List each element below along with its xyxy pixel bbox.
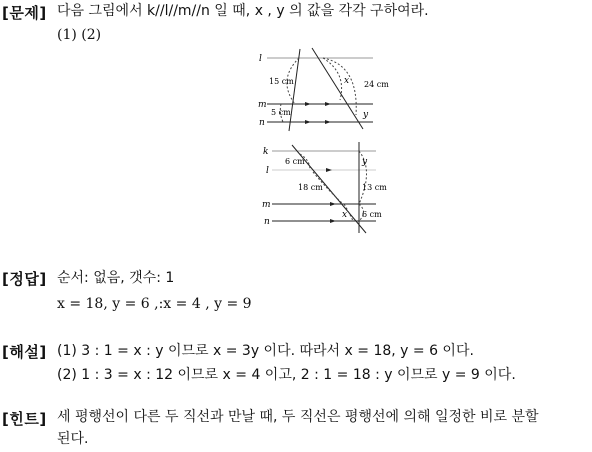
fig2-seg-top: 6 cm — [285, 157, 305, 166]
figure-2 — [258, 140, 388, 235]
problem-subparts: (1) (2) — [57, 27, 102, 43]
fig1-seg-right: 24 cm — [364, 80, 389, 89]
answer-line-1: 순서: 없음, 갯수: 1 — [57, 270, 175, 286]
fig2-label-k: k — [263, 147, 269, 157]
fig2-var-x: x — [342, 210, 348, 220]
fig1-label-l: l — [259, 54, 262, 64]
answer-tag: [정답] — [2, 270, 47, 288]
fig1-var-x: x — [344, 76, 350, 86]
explanation-line-1: (1) 3 : 1 = x : y 이므로 x = 3y 이다. 따라서 x = 18, y = 6 이다. — [57, 343, 474, 359]
fig1-seg-bottom: 5 cm — [271, 108, 291, 117]
problem-tag: [문제] — [2, 4, 47, 22]
fig1-var-y: y — [363, 110, 369, 120]
hint-tag: [힌트] — [2, 410, 47, 428]
fig2-seg-right: 13 cm — [362, 183, 387, 192]
answer-line-2: x = 18, y = 6 ,:x = 4 , y = 9 — [57, 296, 252, 312]
explanation-line-2: (2) 1 : 3 = x : 12 이므로 x = 4 이고, 2 : 1 = 18 : y 이므로 y = 9 이다. — [57, 367, 516, 383]
fig1-seg-left: 15 cm — [269, 77, 294, 86]
fig2-var-y: y — [362, 157, 368, 167]
figure-1 — [255, 45, 395, 135]
hint-line-2: 된다. — [57, 431, 89, 447]
fig2-seg-mid: 18 cm — [298, 183, 323, 192]
fig2-label-n: n — [264, 217, 270, 227]
fig2-label-m: m — [262, 200, 271, 210]
explanation-tag: [해설] — [2, 343, 47, 361]
fig2-label-l: l — [266, 166, 269, 176]
problem-statement: 다음 그림에서 k//l//m//n 일 때, x , y 의 값을 각각 구하여라. — [57, 3, 429, 19]
fig1-label-m: m — [258, 100, 267, 110]
fig2-seg-bottom: 6 cm — [362, 210, 382, 219]
hint-line-1: 세 평행선이 다른 두 직선과 만날 때, 두 직선은 평행선에 의해 일정한 비로 분할 — [57, 409, 539, 425]
fig1-label-n: n — [259, 118, 265, 128]
